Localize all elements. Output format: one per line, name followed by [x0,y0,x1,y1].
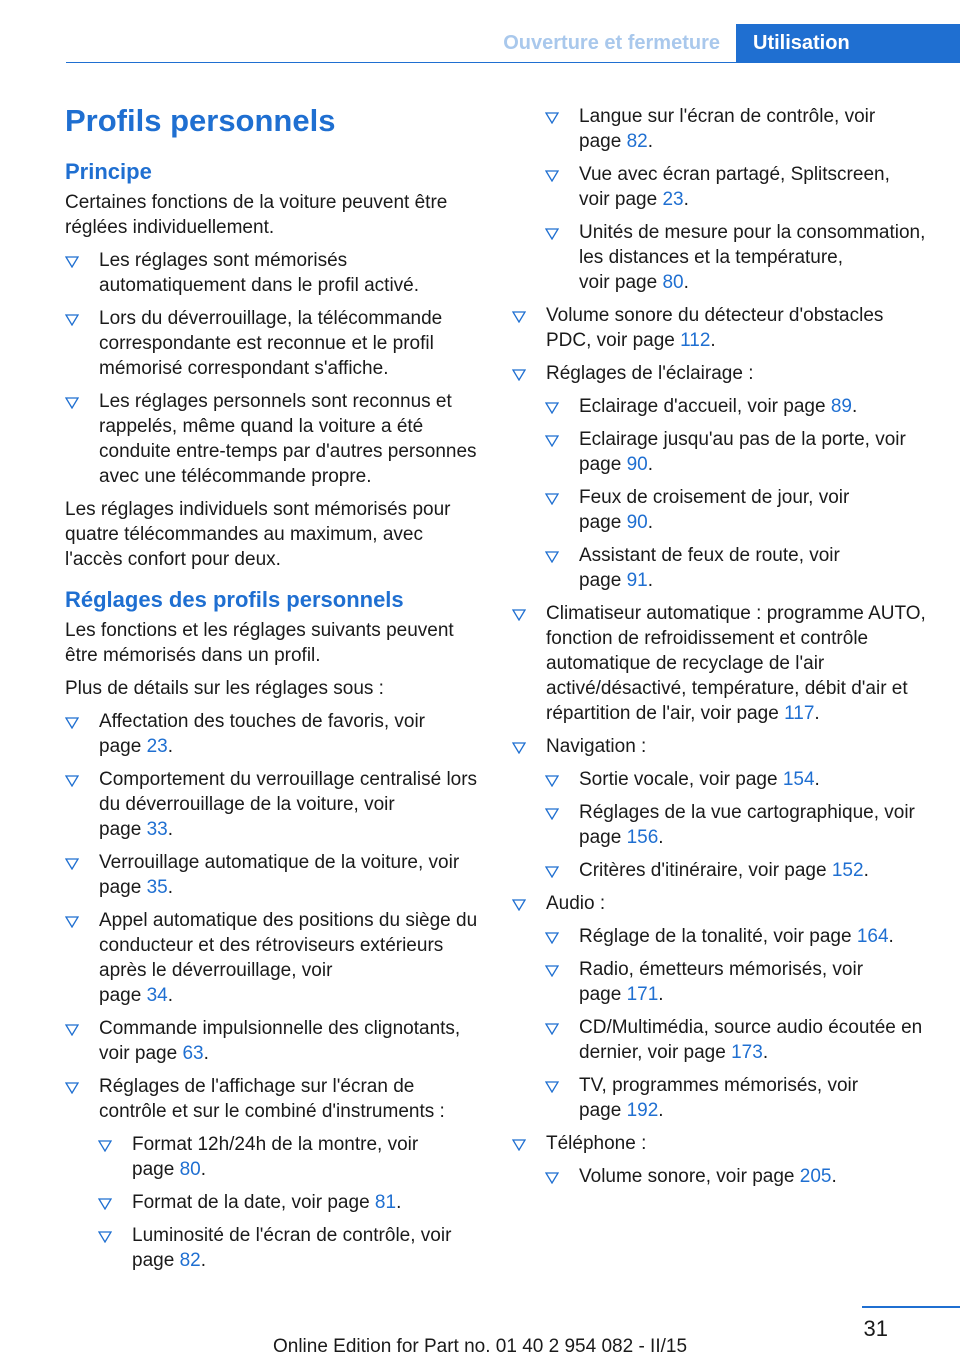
triangle-bullet-icon [545,549,559,563]
triangle-bullet-icon [545,864,559,878]
triangle-bullet-icon [65,254,79,268]
sub-list-item: Réglage de la tonalité, voir page 164. [545,924,932,949]
sub-list-item: CD/Multimédia, source audio écoutée en dernier, voir page 173. [545,1015,932,1065]
triangle-bullet-icon [512,309,526,323]
footer-rule [862,1306,960,1308]
triangle-bullet-icon [98,1196,112,1210]
page-link[interactable]: 152 [831,860,864,881]
triangle-bullet-icon [545,168,559,182]
triangle-bullet-icon [545,1079,559,1093]
triangle-bullet-icon [512,740,526,754]
list-item: Comportement du verrouillage centralisé lors du déverrouillage de la voiture, voir page 33. [65,767,485,842]
triangle-bullet-icon [65,715,79,729]
page-link[interactable]: 90 [626,512,648,533]
triangle-bullet-icon [65,312,79,326]
list-item: Les réglages sont mémorisés automatiquement dans le profil activé. [65,248,485,298]
triangle-bullet-icon [65,914,79,928]
page-number: 31 [863,1316,888,1341]
triangle-bullet-icon [545,433,559,447]
page-link[interactable]: 156 [626,827,659,848]
page-link[interactable]: 23 [662,189,684,210]
page-link[interactable]: 33 [146,819,168,840]
triangle-bullet-icon [545,773,559,787]
triangle-bullet-icon [65,856,79,870]
list-item: Appel automatique des positions du siège du conducteur et des rétroviseurs extérieurs après le déverrouillage, voir page 34. [65,908,485,1008]
triangle-bullet-icon [545,1021,559,1035]
sub-list-item: Critères d'itinéraire, voir page 152. [545,858,932,883]
list-item: Lors du déverrouillage, la télécommande correspondante est reconnue et le profil mémorisé correspondant s'affiche. [65,306,485,381]
triangle-bullet-icon [545,806,559,820]
reglages-intro: Les fonctions et les réglages suivants peuvent être mémorisés dans un profil. [65,620,454,666]
page-link[interactable]: 117 [784,703,815,724]
triangle-bullet-icon [545,226,559,240]
triangle-bullet-icon [65,773,79,787]
list-item: Affectation des touches de favoris, voir page 23. [65,709,485,759]
triangle-bullet-icon [545,491,559,505]
sub-list-item: Sortie vocale, voir page 154. [545,767,932,792]
sub-list-item: Radio, émetteurs mémorisés, voir page 171. [545,957,932,1007]
sub-list-item: Langue sur l'écran de contrôle, voir page 82. [545,104,932,154]
triangle-bullet-icon [512,367,526,381]
page-link[interactable]: 112 [680,330,711,351]
list-item: Volume sonore du détecteur d'obstacles PDC, voir page 112. [512,303,932,353]
sub-list-item: Format de la date, voir page 81. [98,1190,485,1215]
sub-list-item: Unités de mesure pour la consommation, les distances et la température, voir page 80. [545,220,932,295]
principe-intro: Certaines fonctions de la voiture peuvent être réglées individuellement. [65,192,448,238]
triangle-bullet-icon [98,1229,112,1243]
heading-principe: Principe [65,159,152,184]
page-link[interactable]: 80 [179,1159,201,1180]
triangle-bullet-icon [65,1022,79,1036]
list-item: Réglages de l'affichage sur l'écran de contrôle et sur le combiné d'instruments : [65,1074,485,1124]
header-rule [66,62,960,63]
page-link[interactable]: 34 [146,985,168,1006]
sub-list-item: TV, programmes mémorisés, voir page 192. [545,1073,932,1123]
page-link[interactable]: 35 [146,877,168,898]
list-item: Climatiseur automatique : programme AUTO, fonction de refroidissement et contrôle automatique de recyclage de l'air activé/désactivé, température, débit d'air et répartition de l'air, voir page 117. [512,601,932,726]
list-item: Réglages de l'éclairage : [512,361,932,386]
reglages-intro-details: Plus de détails sur les réglages sous : [65,678,384,699]
sub-list-item: Volume sonore, voir page 205. [545,1164,932,1189]
sub-list-item: Format 12h/24h de la montre, voir page 80. [98,1132,485,1182]
triangle-bullet-icon [512,897,526,911]
page-link[interactable]: 89 [830,396,852,417]
page-link[interactable]: 90 [626,454,648,475]
page-link[interactable]: 192 [626,1100,659,1121]
list-item: Audio : [512,891,932,916]
page-link[interactable]: 154 [782,769,815,790]
list-item: Navigation : [512,734,932,759]
sub-list-item: Luminosité de l'écran de contrôle, voir page 82. [98,1223,485,1273]
triangle-bullet-icon [545,930,559,944]
header-chapter-tab[interactable]: Utilisation [736,24,960,62]
page-link[interactable]: 164 [856,926,889,947]
triangle-bullet-icon [65,395,79,409]
sub-list-item: Eclairage jusqu'au pas de la porte, voir page 90. [545,427,932,477]
page-link[interactable]: 171 [626,984,659,1005]
page-link[interactable]: 63 [182,1043,204,1064]
page-link[interactable]: 81 [374,1192,397,1213]
sub-list-item: Réglages de la vue cartographique, voir page 156. [545,800,932,850]
triangle-bullet-icon [545,400,559,414]
principe-outro: Les réglages individuels sont mémorisés pour quatre télécommandes au maximum, avec l'accès confort pour deux. [65,499,451,570]
page-title: Profils personnels [65,103,336,138]
triangle-bullet-icon [512,1137,526,1151]
page-link[interactable]: 205 [799,1166,832,1187]
list-item: Commande impulsionnelle des clignotants, voir page 63. [65,1016,485,1066]
list-item: Téléphone : [512,1131,932,1156]
heading-reglages: Réglages des profils personnels [65,587,404,612]
triangle-bullet-icon [98,1138,112,1152]
header-section-title: Ouverture et fermeture [503,32,720,54]
edition-footer: Online Edition for Part no. 01 40 2 954 082 - II/15 [272,1336,688,1357]
triangle-bullet-icon [545,963,559,977]
triangle-bullet-icon [65,1080,79,1094]
sub-list-item: Eclairage d'accueil, voir page 89. [545,394,932,419]
list-item: Verrouillage automatique de la voiture, voir page 35. [65,850,485,900]
sub-list-item: Assistant de feux de route, voir page 91. [545,543,932,593]
page-link[interactable]: 80 [662,272,684,293]
page-link[interactable]: 23 [146,736,168,757]
triangle-bullet-icon [545,110,559,124]
triangle-bullet-icon [545,1170,559,1184]
page-link[interactable]: 82 [626,131,648,152]
page-link[interactable]: 173 [731,1042,763,1063]
sub-list-item: Vue avec écran partagé, Splitscreen, voir page 23. [545,162,932,212]
list-item: Les réglages personnels sont reconnus et rappelés, même quand la voiture a été conduite entre-temps par d'autres personnes avec une télécommande propre. [65,389,485,489]
triangle-bullet-icon [512,607,526,621]
sub-list-item: Feux de croisement de jour, voir page 90. [545,485,932,535]
page-link[interactable]: 91 [626,570,648,591]
page-link[interactable]: 82 [179,1250,201,1271]
